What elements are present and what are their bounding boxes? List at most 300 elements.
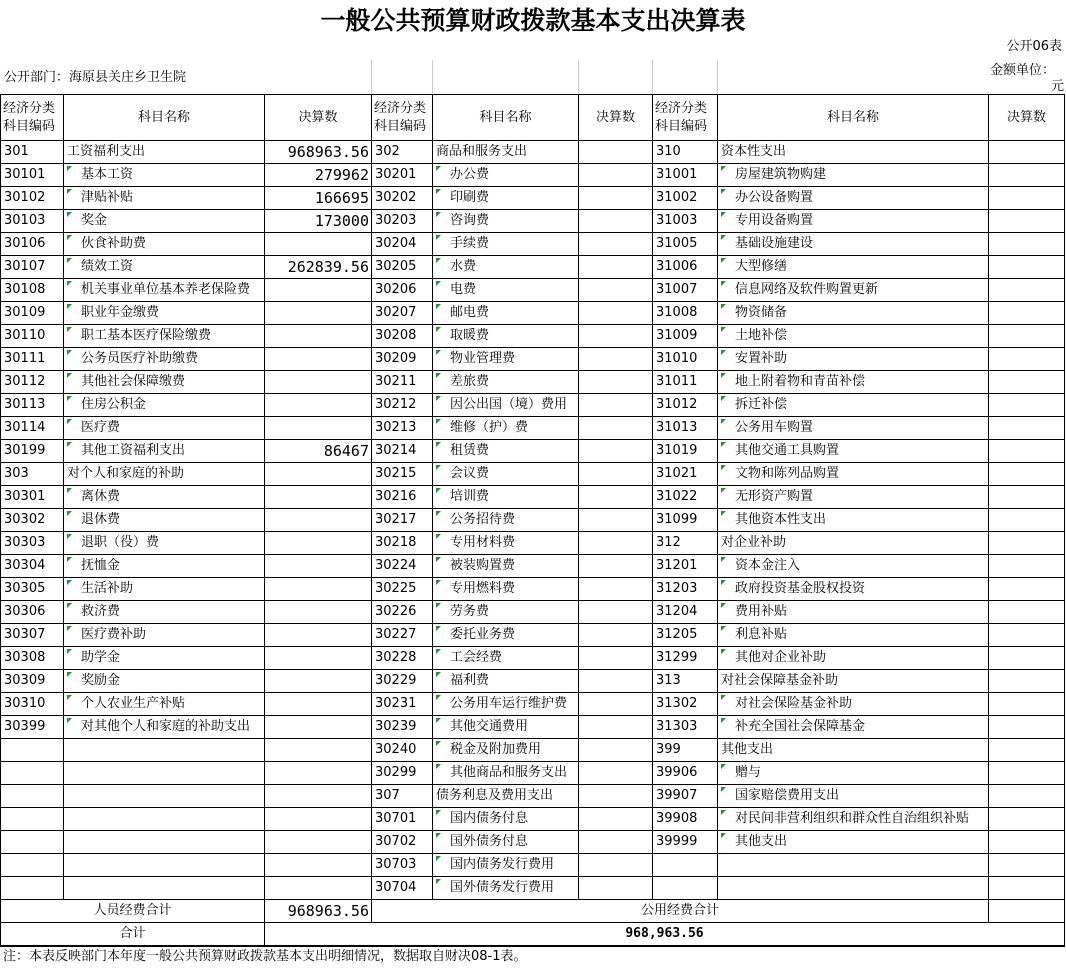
cell-amount xyxy=(579,394,653,417)
personnel-total-label: 人员经费合计 xyxy=(1,900,265,923)
cell-amount xyxy=(265,371,372,394)
table-row xyxy=(1,509,1065,532)
header-code: 经济分类科目编码 xyxy=(653,95,718,141)
cell-name: 被装购置费 xyxy=(433,555,579,578)
cell-name: 税金及附加费用 xyxy=(433,739,579,762)
grand-total-row xyxy=(1,923,1065,947)
cell-code: 30703 xyxy=(372,854,433,877)
grand-total-label: 合计 xyxy=(1,923,265,947)
cell-code: 30399 xyxy=(1,716,64,739)
cell-code: 302 xyxy=(372,141,433,164)
cell-code: 310 xyxy=(653,141,718,164)
cell-code: 31008 xyxy=(653,302,718,325)
cell-amount xyxy=(989,325,1065,348)
cell-amount xyxy=(579,670,653,693)
cell-amount xyxy=(579,417,653,440)
cell-code: 30204 xyxy=(372,233,433,256)
cell-name: 维修（护）费 xyxy=(433,417,579,440)
cell-name: 职业年金缴费 xyxy=(64,302,265,325)
cell-name: 对个人和家庭的补助 xyxy=(64,463,265,486)
cell-name: 因公出国（境）费用 xyxy=(433,394,579,417)
cell-name: 国家赔偿费用支出 xyxy=(718,785,989,808)
table-row xyxy=(1,486,1065,509)
table-row xyxy=(1,210,1065,233)
cell-name: 电费 xyxy=(433,279,579,302)
header-amount: 决算数 xyxy=(265,95,372,141)
cell-amount xyxy=(989,555,1065,578)
cell-code xyxy=(1,739,64,762)
cell-amount xyxy=(579,854,653,877)
cell-code xyxy=(1,831,64,854)
cell-amount xyxy=(579,187,653,210)
cell-amount xyxy=(579,486,653,509)
table-row xyxy=(1,555,1065,578)
cell-amount xyxy=(579,808,653,831)
cell-code: 30214 xyxy=(372,440,433,463)
cell-code: 30103 xyxy=(1,210,64,233)
cell-code: 30217 xyxy=(372,509,433,532)
cell-name xyxy=(718,877,989,900)
cell-amount xyxy=(579,164,653,187)
cell-code: 30207 xyxy=(372,302,433,325)
cell-amount xyxy=(579,348,653,371)
cell-amount xyxy=(989,578,1065,601)
cell-name: 对社会保险基金补助 xyxy=(718,693,989,716)
cell-code: 31203 xyxy=(653,578,718,601)
header-code: 经济分类科目编码 xyxy=(372,95,433,141)
cell-code: 30309 xyxy=(1,670,64,693)
cell-code: 30203 xyxy=(372,210,433,233)
cell-amount xyxy=(579,624,653,647)
header-amount: 决算数 xyxy=(989,95,1065,141)
cell-name: 伙食补助费 xyxy=(64,233,265,256)
table-row xyxy=(1,785,1065,808)
table-row xyxy=(1,463,1065,486)
cell-code: 30310 xyxy=(1,693,64,716)
cell-name: 取暖费 xyxy=(433,325,579,348)
cell-amount xyxy=(989,808,1065,831)
table-row xyxy=(1,164,1065,187)
cell-name: 个人农业生产补贴 xyxy=(64,693,265,716)
cell-amount xyxy=(265,532,372,555)
cell-name: 对民间非营利组织和群众性自治组织补贴 xyxy=(718,808,989,831)
cell-name: 国外债务发行费用 xyxy=(433,877,579,900)
cell-code: 30201 xyxy=(372,164,433,187)
cell-name: 劳务费 xyxy=(433,601,579,624)
cell-name: 生活补助 xyxy=(64,578,265,601)
cell-name: 地上附着物和青苗补偿 xyxy=(718,371,989,394)
table-header-row xyxy=(1,95,1065,141)
cell-amount xyxy=(989,877,1065,900)
cell-name: 其他支出 xyxy=(718,831,989,854)
cell-name xyxy=(64,762,265,785)
cell-amount xyxy=(989,739,1065,762)
cell-code: 30303 xyxy=(1,532,64,555)
cell-amount xyxy=(989,440,1065,463)
cell-name: 国内债务发行费用 xyxy=(433,854,579,877)
cell-name xyxy=(64,808,265,831)
table-row xyxy=(1,762,1065,785)
cell-code: 30199 xyxy=(1,440,64,463)
cell-code: 31012 xyxy=(653,394,718,417)
cell-amount xyxy=(265,739,372,762)
cell-name: 委托业务费 xyxy=(433,624,579,647)
cell-amount xyxy=(579,233,653,256)
cell-code: 31302 xyxy=(653,693,718,716)
cell-name: 邮电费 xyxy=(433,302,579,325)
cell-amount xyxy=(265,762,372,785)
cell-name xyxy=(64,831,265,854)
cell-code: 30108 xyxy=(1,279,64,302)
cell-code: 30224 xyxy=(372,555,433,578)
cell-code: 30215 xyxy=(372,463,433,486)
public-total-label: 公用经费合计 xyxy=(372,900,989,923)
cell-name: 专用燃料费 xyxy=(433,578,579,601)
cell-code: 31099 xyxy=(653,509,718,532)
cell-amount xyxy=(579,440,653,463)
cell-amount: 279962 xyxy=(265,164,372,187)
cell-amount xyxy=(989,348,1065,371)
cell-amount xyxy=(579,693,653,716)
cell-code: 39906 xyxy=(653,762,718,785)
table-row xyxy=(1,279,1065,302)
table-row xyxy=(1,417,1065,440)
table-row xyxy=(1,716,1065,739)
cell-code: 30306 xyxy=(1,601,64,624)
cell-name: 其他对企业补助 xyxy=(718,647,989,670)
cell-amount xyxy=(579,463,653,486)
cell-name: 公务用车运行维护费 xyxy=(433,693,579,716)
header-name: 科目名称 xyxy=(64,95,265,141)
cell-amount xyxy=(265,831,372,854)
cell-name: 大型修缮 xyxy=(718,256,989,279)
cell-name: 绩效工资 xyxy=(64,256,265,279)
cell-amount xyxy=(989,486,1065,509)
cell-code: 30225 xyxy=(372,578,433,601)
cell-code: 31299 xyxy=(653,647,718,670)
cell-code: 30701 xyxy=(372,808,433,831)
cell-code: 31006 xyxy=(653,256,718,279)
cell-code: 30208 xyxy=(372,325,433,348)
cell-name: 工资福利支出 xyxy=(64,141,265,164)
cell-amount xyxy=(989,762,1065,785)
cell-code: 313 xyxy=(653,670,718,693)
cell-code: 30228 xyxy=(372,647,433,670)
table-row xyxy=(1,854,1065,877)
cell-name: 奖励金 xyxy=(64,670,265,693)
table-row xyxy=(1,256,1065,279)
cell-code: 307 xyxy=(372,785,433,808)
cell-code: 30231 xyxy=(372,693,433,716)
cell-amount: 86467 xyxy=(265,440,372,463)
public-total-amount xyxy=(989,900,1065,923)
table-row xyxy=(1,601,1065,624)
cell-amount xyxy=(989,532,1065,555)
cell-name: 专用材料费 xyxy=(433,532,579,555)
cell-name: 印刷费 xyxy=(433,187,579,210)
cell-amount xyxy=(989,394,1065,417)
cell-amount xyxy=(579,877,653,900)
cell-name: 救济费 xyxy=(64,601,265,624)
cell-amount xyxy=(989,279,1065,302)
grand-total-amount: 968,963.56 xyxy=(265,923,1065,947)
cell-name: 其他交通费用 xyxy=(433,716,579,739)
cell-name: 国外债务付息 xyxy=(433,831,579,854)
cell-code: 31009 xyxy=(653,325,718,348)
cell-code: 30704 xyxy=(372,877,433,900)
cell-amount xyxy=(265,394,372,417)
cell-code: 30213 xyxy=(372,417,433,440)
cell-name xyxy=(64,854,265,877)
table-row xyxy=(1,233,1065,256)
cell-name: 公务招待费 xyxy=(433,509,579,532)
cell-name: 其他支出 xyxy=(718,739,989,762)
cell-code: 31022 xyxy=(653,486,718,509)
cell-code: 30212 xyxy=(372,394,433,417)
cell-code: 30216 xyxy=(372,486,433,509)
cell-code: 31003 xyxy=(653,210,718,233)
cell-code: 31013 xyxy=(653,417,718,440)
gridline xyxy=(432,60,433,94)
cell-code: 30304 xyxy=(1,555,64,578)
cell-amount xyxy=(579,509,653,532)
gridline xyxy=(652,60,653,94)
cell-code: 31021 xyxy=(653,463,718,486)
cell-code: 31204 xyxy=(653,601,718,624)
cell-code: 39907 xyxy=(653,785,718,808)
cell-code: 30226 xyxy=(372,601,433,624)
cell-amount xyxy=(989,509,1065,532)
form-number: 公开06表 xyxy=(1006,39,1062,54)
cell-code: 31002 xyxy=(653,187,718,210)
cell-amount xyxy=(579,279,653,302)
cell-code: 30299 xyxy=(372,762,433,785)
unit-label xyxy=(990,63,1064,95)
cell-name: 抚恤金 xyxy=(64,555,265,578)
cell-name: 医疗费 xyxy=(64,417,265,440)
table-row xyxy=(1,371,1065,394)
cell-name: 房屋建筑物购建 xyxy=(718,164,989,187)
table-row xyxy=(1,440,1065,463)
cell-code: 30202 xyxy=(372,187,433,210)
cell-code: 30110 xyxy=(1,325,64,348)
cell-name: 物业管理费 xyxy=(433,348,579,371)
cell-name: 培训费 xyxy=(433,486,579,509)
cell-code: 30206 xyxy=(372,279,433,302)
cell-code: 30107 xyxy=(1,256,64,279)
cell-code: 30101 xyxy=(1,164,64,187)
cell-name: 差旅费 xyxy=(433,371,579,394)
cell-name: 福利费 xyxy=(433,670,579,693)
cell-amount xyxy=(579,302,653,325)
cell-amount xyxy=(989,233,1065,256)
cell-code: 30205 xyxy=(372,256,433,279)
header-code: 经济分类科目编码 xyxy=(1,95,64,141)
cell-name xyxy=(64,739,265,762)
cell-name: 信息网络及软件购置更新 xyxy=(718,279,989,302)
cell-amount xyxy=(265,302,372,325)
cell-name: 资本性支出 xyxy=(718,141,989,164)
cell-name: 土地补偿 xyxy=(718,325,989,348)
table-row xyxy=(1,325,1065,348)
cell-code: 30302 xyxy=(1,509,64,532)
cell-amount xyxy=(989,624,1065,647)
cell-name: 租赁费 xyxy=(433,440,579,463)
cell-name: 其他商品和服务支出 xyxy=(433,762,579,785)
unit-label-line1: 金额单位： xyxy=(990,63,1056,78)
cell-name: 助学金 xyxy=(64,647,265,670)
gridline xyxy=(717,60,718,94)
cell-amount xyxy=(265,463,372,486)
cell-code: 31011 xyxy=(653,371,718,394)
cell-name: 文物和陈列品购置 xyxy=(718,463,989,486)
cell-name: 其他交通工具购置 xyxy=(718,440,989,463)
cell-code: 31005 xyxy=(653,233,718,256)
cell-code xyxy=(1,785,64,808)
cell-name xyxy=(64,785,265,808)
cell-amount xyxy=(265,509,372,532)
cell-code: 39908 xyxy=(653,808,718,831)
cell-amount: 166695 xyxy=(265,187,372,210)
cell-amount xyxy=(265,716,372,739)
cell-amount xyxy=(989,670,1065,693)
cell-amount xyxy=(265,555,372,578)
cell-amount xyxy=(989,601,1065,624)
cell-code: 31019 xyxy=(653,440,718,463)
cell-code: 30229 xyxy=(372,670,433,693)
cell-code: 30106 xyxy=(1,233,64,256)
cell-name: 奖金 xyxy=(64,210,265,233)
cell-name: 公务用车购置 xyxy=(718,417,989,440)
cell-name: 拆迁补偿 xyxy=(718,394,989,417)
cell-name: 退休费 xyxy=(64,509,265,532)
cell-code: 31201 xyxy=(653,555,718,578)
cell-name: 其他工资福利支出 xyxy=(64,440,265,463)
cell-code: 30239 xyxy=(372,716,433,739)
cell-amount xyxy=(265,233,372,256)
cell-name: 其他社会保障缴费 xyxy=(64,371,265,394)
cell-code xyxy=(1,877,64,900)
table-row xyxy=(1,578,1065,601)
cell-code xyxy=(653,854,718,877)
cell-amount xyxy=(265,348,372,371)
cell-amount xyxy=(579,647,653,670)
cell-amount xyxy=(989,854,1065,877)
cell-name: 专用设备购置 xyxy=(718,210,989,233)
cell-code: 30702 xyxy=(372,831,433,854)
cell-code: 30111 xyxy=(1,348,64,371)
cell-amount xyxy=(265,854,372,877)
cell-name: 基本工资 xyxy=(64,164,265,187)
expenditure-table xyxy=(0,94,1065,947)
cell-amount xyxy=(579,739,653,762)
cell-name: 水费 xyxy=(433,256,579,279)
table-row xyxy=(1,670,1065,693)
cell-code: 30227 xyxy=(372,624,433,647)
gridline xyxy=(578,60,579,94)
cell-amount xyxy=(265,279,372,302)
table-row xyxy=(1,532,1065,555)
cell-name: 公务员医疗补助缴费 xyxy=(64,348,265,371)
cell-amount xyxy=(989,141,1065,164)
table-row xyxy=(1,394,1065,417)
cell-name: 对社会保障基金补助 xyxy=(718,670,989,693)
cell-code: 399 xyxy=(653,739,718,762)
cell-code xyxy=(1,762,64,785)
cell-code: 30102 xyxy=(1,187,64,210)
table-row xyxy=(1,808,1065,831)
table-row xyxy=(1,647,1065,670)
cell-name: 办公费 xyxy=(433,164,579,187)
cell-amount xyxy=(989,716,1065,739)
cell-name: 债务利息及费用支出 xyxy=(433,785,579,808)
cell-code: 31001 xyxy=(653,164,718,187)
header-amount: 决算数 xyxy=(579,95,653,141)
table-row xyxy=(1,739,1065,762)
cell-name: 其他资本性支出 xyxy=(718,509,989,532)
cell-name: 机关事业单位基本养老保险费 xyxy=(64,279,265,302)
cell-name: 退职（役）费 xyxy=(64,532,265,555)
cell-amount xyxy=(989,256,1065,279)
table-row xyxy=(1,141,1065,164)
cell-amount xyxy=(989,302,1065,325)
cell-code: 301 xyxy=(1,141,64,164)
cell-name: 办公设备购置 xyxy=(718,187,989,210)
cell-code: 30112 xyxy=(1,371,64,394)
cell-code: 30307 xyxy=(1,624,64,647)
cell-code: 30301 xyxy=(1,486,64,509)
cell-name: 政府投资基金股权投资 xyxy=(718,578,989,601)
cell-code: 30211 xyxy=(372,371,433,394)
cell-code xyxy=(653,877,718,900)
gridline xyxy=(371,60,372,94)
cell-amount xyxy=(265,808,372,831)
cell-amount xyxy=(989,647,1065,670)
cell-amount xyxy=(579,256,653,279)
cell-name: 安置补助 xyxy=(718,348,989,371)
cell-amount: 262839.56 xyxy=(265,256,372,279)
personnel-total-amount: 968963.56 xyxy=(265,900,372,923)
cell-amount xyxy=(579,210,653,233)
cell-amount xyxy=(265,647,372,670)
cell-code xyxy=(1,808,64,831)
header-name: 科目名称 xyxy=(718,95,989,141)
footnote: 注：本表反映部门本年度一般公共预算财政拨款基本支出明细情况，数据取自财决08-1表。 xyxy=(3,949,527,964)
cell-amount xyxy=(265,417,372,440)
cell-amount xyxy=(265,578,372,601)
cell-code: 31010 xyxy=(653,348,718,371)
cell-name: 离休费 xyxy=(64,486,265,509)
cell-code: 30240 xyxy=(372,739,433,762)
cell-code: 31007 xyxy=(653,279,718,302)
cell-name: 商品和服务支出 xyxy=(433,141,579,164)
cell-amount xyxy=(989,417,1065,440)
cell-amount xyxy=(989,693,1065,716)
cell-code: 30109 xyxy=(1,302,64,325)
header-name: 科目名称 xyxy=(433,95,579,141)
cell-amount xyxy=(579,371,653,394)
cell-code: 303 xyxy=(1,463,64,486)
cell-amount xyxy=(989,371,1065,394)
cell-name: 职工基本医疗保险缴费 xyxy=(64,325,265,348)
cell-code: 31205 xyxy=(653,624,718,647)
table-row xyxy=(1,187,1065,210)
cell-amount xyxy=(579,325,653,348)
cell-name: 会议费 xyxy=(433,463,579,486)
cell-amount xyxy=(989,210,1065,233)
cell-amount xyxy=(989,187,1065,210)
cell-code: 30308 xyxy=(1,647,64,670)
